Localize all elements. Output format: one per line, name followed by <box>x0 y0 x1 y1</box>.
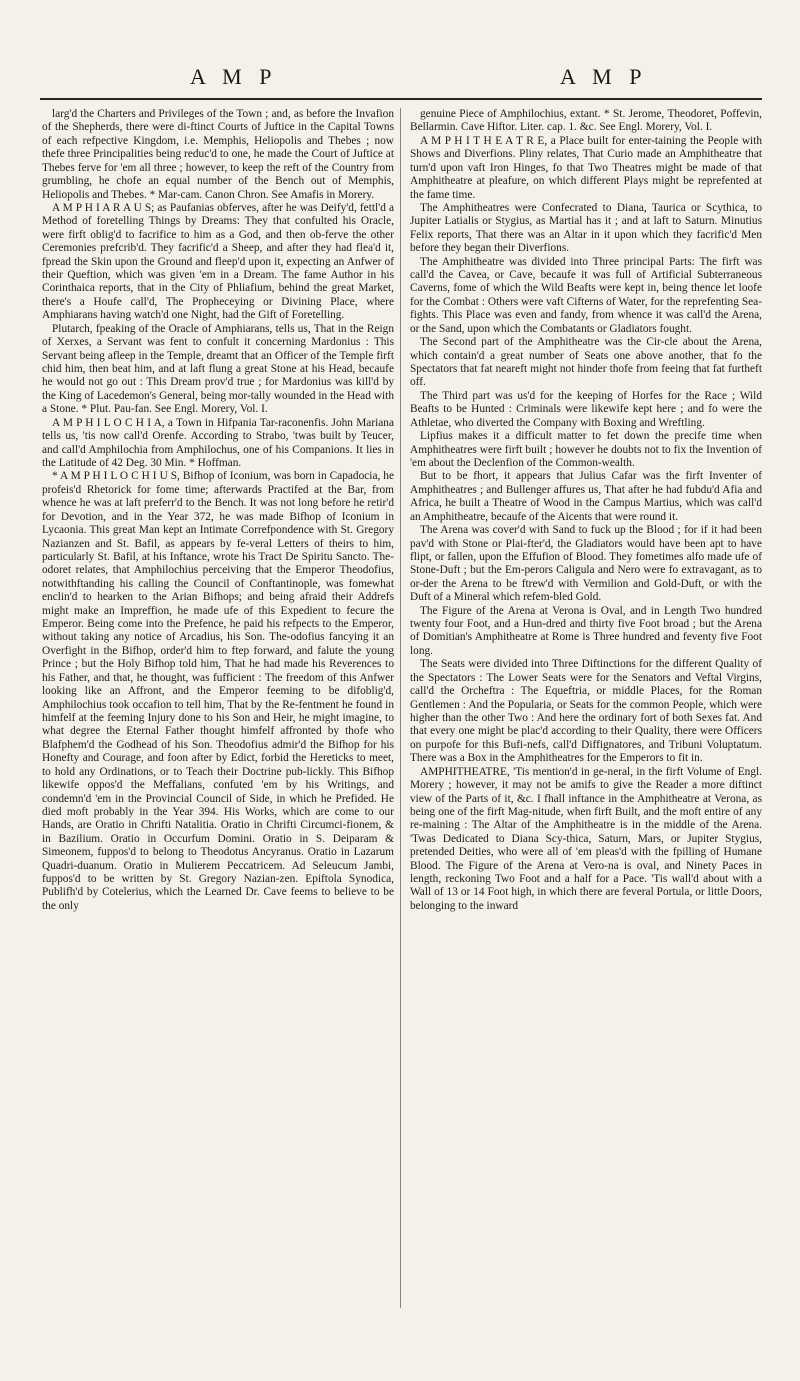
right-column <box>410 108 762 913</box>
right-paragraph-4: The Amphitheatre was divided into Three principal Parts: The firft was call'd the Cavea, or Cave, becaufe it was full of Artificial Subterraneous Caverns, fome of which the Wild Beafts were kept in, being thence let loofe for the Combat : Others were vaft Cifterns of Water, for the reprefenting Sea-fights. This Place was even and fandy, from whence it was call'd the Arena, or the Sand, upon which the Combatants or Gladiators fought. <box>410 255 762 335</box>
header-right-title: A M P <box>560 64 648 89</box>
right-paragraph-3: The Amphitheatres were Confecrated to Diana, Taurica or Scythica, to Jupiter Latialis or Stygius, as Martial has it ; and at laft to Saturn. Minutius Felix reports, That there was an Altar in it upon which they facrific'd Men before they began their Diverfions. <box>410 201 762 255</box>
running-header <box>0 64 800 94</box>
header-rule <box>40 98 762 100</box>
right-paragraph-6: The Third part was us'd for the keeping of Horfes for the Race ; Wild Beafts to be Hunted : Criminals were likewife kept here ; and fo were the Athletae, who diverted the Company with Boxing and Wreftling. <box>410 389 762 429</box>
left-paragraph-1: larg'd the Charters and Privileges of the Town ; and, as before the Invafion of the Shepherds, there were di-ftinct Courts of Juftice in the Capital Towns of each refpective Kingdom, i.e. Memphis, Heliopolis and Thebes ; now thefe three Principalities being reduc'd to one, he made the Court of Juftice at Thebes ferve for 'em all three ; however, to keep the reft of the Country from grumbling, he chofe an equal number of the Bench out of Memphis, Heliopolis and Thebes. * Mar-cam. Canon Chron. See Amafis in Morery. <box>42 108 394 201</box>
left-paragraph-3: Plutarch, fpeaking of the Oracle of Amphiarans, tells us, That in the Reign of Xerxes, a Servant was fent to confult it concerning Mardonius : This Servant being afleep in the Temple, dreamt that an Officer of the Temple firft chid him, then beat him, and at laft flung a great Stone at his Head, becaufe he would not go out : This Dream prov'd true ; for Mardonius was kill'd by the King of Lacedemon's General, being mor-tally wounded in the Head with a Stone. * Plut. Pau-fan. See Engl. Morery, Vol. I. <box>42 322 394 416</box>
right-paragraph-9: The Arena was cover'd with Sand to fuck up the Blood ; for if it had been pav'd with Stone or Plai-fter'd, the Gladiators would have been apt to have flipt, or fallen, upon the Effufion of Blood. They fometimes alfo made ufe of Stone-Duft ; but the Em-perors Caligula and Nero were fo extravagant, as to or-der the Arena to be ftrew'd with Vermilion and Gold-Duft, or with the Duft of a Mineral which refem-bled Gold. <box>410 524 762 604</box>
right-paragraph-1: genuine Piece of Amphilochius, extant. * St. Jerome, Theodoret, Poffevin, Bellarmin. Cave Hiftor. Liter. cap. 1. &c. See Engl. Morery, Vol. I. <box>410 108 762 134</box>
right-paragraph-8: But to be fhort, it appears that Julius Cafar was the firft Inventer of Amphitheatres ; and Bullenger affures us, That after he had fubdu'd Afia and Africa, he built a Theatre of Wood in the Campus Martius, which was call'd an Amphitheatre, becaufe of the Aicents that were round it. <box>410 470 762 523</box>
header-left-title: A M P <box>190 64 278 89</box>
left-paragraph-5: * A M P H I L O C H I U S, Bifhop of Iconium, was born in Capadocia, he profeis'd Rhetorick for fome time; afterwards Practifed at the Bar, from whence he was at laft preferr'd to the Bench. It was not long before he retir'd for Devotion, and in the Year 372, he was made Bifhop of Iconium in Lycaonia. This great Man kept an Intimate Correfpondence with St. Gregory Nazianzen and St. Bafil, as appears by fe-veral Letters of theirs to him, particularly St. Bafil, at his Inftance, wrote his Tract De Spiritu Sancto. The-odoret relates, that Amphilochius perceiving that the Emperor Theodofius, notwithftanding his calling the Council of Conftantinople, was fomewhat enclin'd to hearken to the Arian Bifhops; and being afraid their Addrefs might make an Impreffion, he made ufe of this Expedient to fecure the Emperor. Being come into the Prefence, he paid his refpects to the Emperor, without taking any notice of Arcadius, his Son. The-odofius fancying it an Overfight in the Bifhop, order'd him to ftep forward, and falute the young Prince ; but the Holy Bifhop told him, That he had made his Reverences to his Father, and that, he thought, was fufficient : The freedom of this Anfwer looking like an Affront, and the Emperor feeming to be difoblig'd, Amphilochius took occafion to tell him, That by the Re-fentment he found in himfelf at the feeming Injury done to his Son and Heir, he might imagine, to what degree the Eternal Father thought himfelf affronted by thofe who Blafphem'd the Godhead of his Son. Theodofius admir'd the Bifhop for his Honefty and Courage, and foon after by Edict, forbid the Hereticks to meet, to hold any Ordinations, or to Teach their Doctrine pub-lickly. This Bifhop likewife oppos'd the Meffalians, confuted 'em by his Writings, and condemn'd 'em in the Provincial Council of Side, in which he Prefided. He died moft probably in the Year 394. His Works, which are come to our Hands, are Oratio in Chrifti Natalitia. Oratio in Chrifti Circumci-fionem, & in Bazilium. Oratio in Occurfum Domini. Oratio in S. Deiparam & Simeonem, fuppos'd to belong to Theodotus Ancyranus. Oratio in Lazarum Quadri-duanum. Oratio in Mulierem Peccatricem. Ad Seleucum Jambi, fuppos'd to be written by St. Gregory Nazian-zen. Epiftola Synodica, Publifh'd by Cotelerius, which the Learned Dr. Cave feems to believe to be the only <box>42 470 394 912</box>
right-paragraph-7: Lipfius makes it a difficult matter to fet down the precife time when Amphitheatres were firft built ; however he doubts not to fix the Invention of 'em about the Declenfion of the Common-wealth. <box>410 430 762 469</box>
left-column <box>42 108 394 913</box>
right-paragraph-12: AMPHITHEATRE, 'Tis mention'd in ge-neral, in the firft Volume of Engl. Morery ; however, it may not be amifs to give the Reader a more diftinct view of the Parts of it, &c. I fhall inftance in the Amphitheatre at Verona, as being one of the firft Mag-nitude, when firft Built, and the moft entire of any re-maining : The Altar of the Amphitheatre is in the middle of the Arena. 'Twas Dedicated to Diana Scy-thica, Saturn, Mars, or Jupiter Stygius, pretended Deities, who were all of 'em pleas'd with the fpilling of Humane Blood. The Figure of the Arena at Vero-na is oval, and Ninety Paces in length, reckoning Two Foot and a half for a Pace. 'Tis wall'd about with a Wall of 13 or 14 Foot high, in which there are feveral Portula, or little Doors, belonging to the inward <box>410 765 762 912</box>
column-divider <box>400 108 402 1308</box>
right-paragraph-2: A M P H I T H E A T R E, a Place built for enter-taining the People with Shows and Diverfions. Pliny relates, That Curio made an Amphitheatre that turn'd upon vaft Iron Hinges, fo that Two Theatres might be made of that Amphitheatre at pleafure, on which different Plays might be reprefented at the fame time. <box>410 134 762 201</box>
right-paragraph-10: The Figure of the Arena at Verona is Oval, and in Length Two hundred twenty four Foot, and a Hun-dred and thirty five Foot broad ; but the Arena of Domitian's Amphitheatre at Rome is Three hundred and feventy five Foot long. <box>410 604 762 657</box>
left-paragraph-4: A M P H I L O C H I A, a Town in Hifpania Tar-raconenfis. John Mariana tells us, 'tis now call'd Orenfe. According to Strabo, 'twas built by Teucer, and call'd Amphilochia from Amphilochus, one of his Companions. It lies in the Latitude of 42 Deg. 30 Min. * Hoffman. <box>42 416 394 469</box>
left-paragraph-2: A M P H I A R A U S; as Paufanias obferves, after he was Deify'd, fettl'd a Method of foretelling Things by Dreams: They that confulted his Oracle, were firft oblig'd to facrifice to him as a God, and then ob-ferve the other Ceremonies prefcrib'd. They facrific'd a Sheep, and after they had flea'd it, fpread the Skin upon the Ground and fleep'd upon it, expecting an Anfwer of their Queftion, which was given 'em in a Dream. The fame Author in his Corinthaica reports, that in the City of Phliafium, behind the great Market, there's a Houfe call'd, The Propheceying or Divining Place, where Amphiarans having watch'd one Night, had the Gift of Foretelling. <box>42 201 394 322</box>
right-paragraph-5: The Second part of the Amphitheatre was the Cir-cle about the Arena, which contain'd a great number of Seats one above another, that fo the Spectators that fat neareft might not hinder thofe from feeing that fat furtheft off. <box>410 336 762 389</box>
right-paragraph-11: The Seats were divided into Three Diftinctions for the different Quality of the Spectators : The Lower Seats were for the Senators and Veftal Virgins, call'd the Orcheftra : The Equeftria, or middle Places, for the Roman Gentlemen : And the Popularia, or Seats for the common People, which were higher than the other Two : And here the ordinary fort of both Sexes fat. And that every one might be plac'd according to their Quality, there were Officers on purpofe for this Bufi-nefs, call'd Diffignatores, and Tribuni Voluptatum. There was a Box in the Amphitheatres for the Emperors to fit in. <box>410 658 762 765</box>
